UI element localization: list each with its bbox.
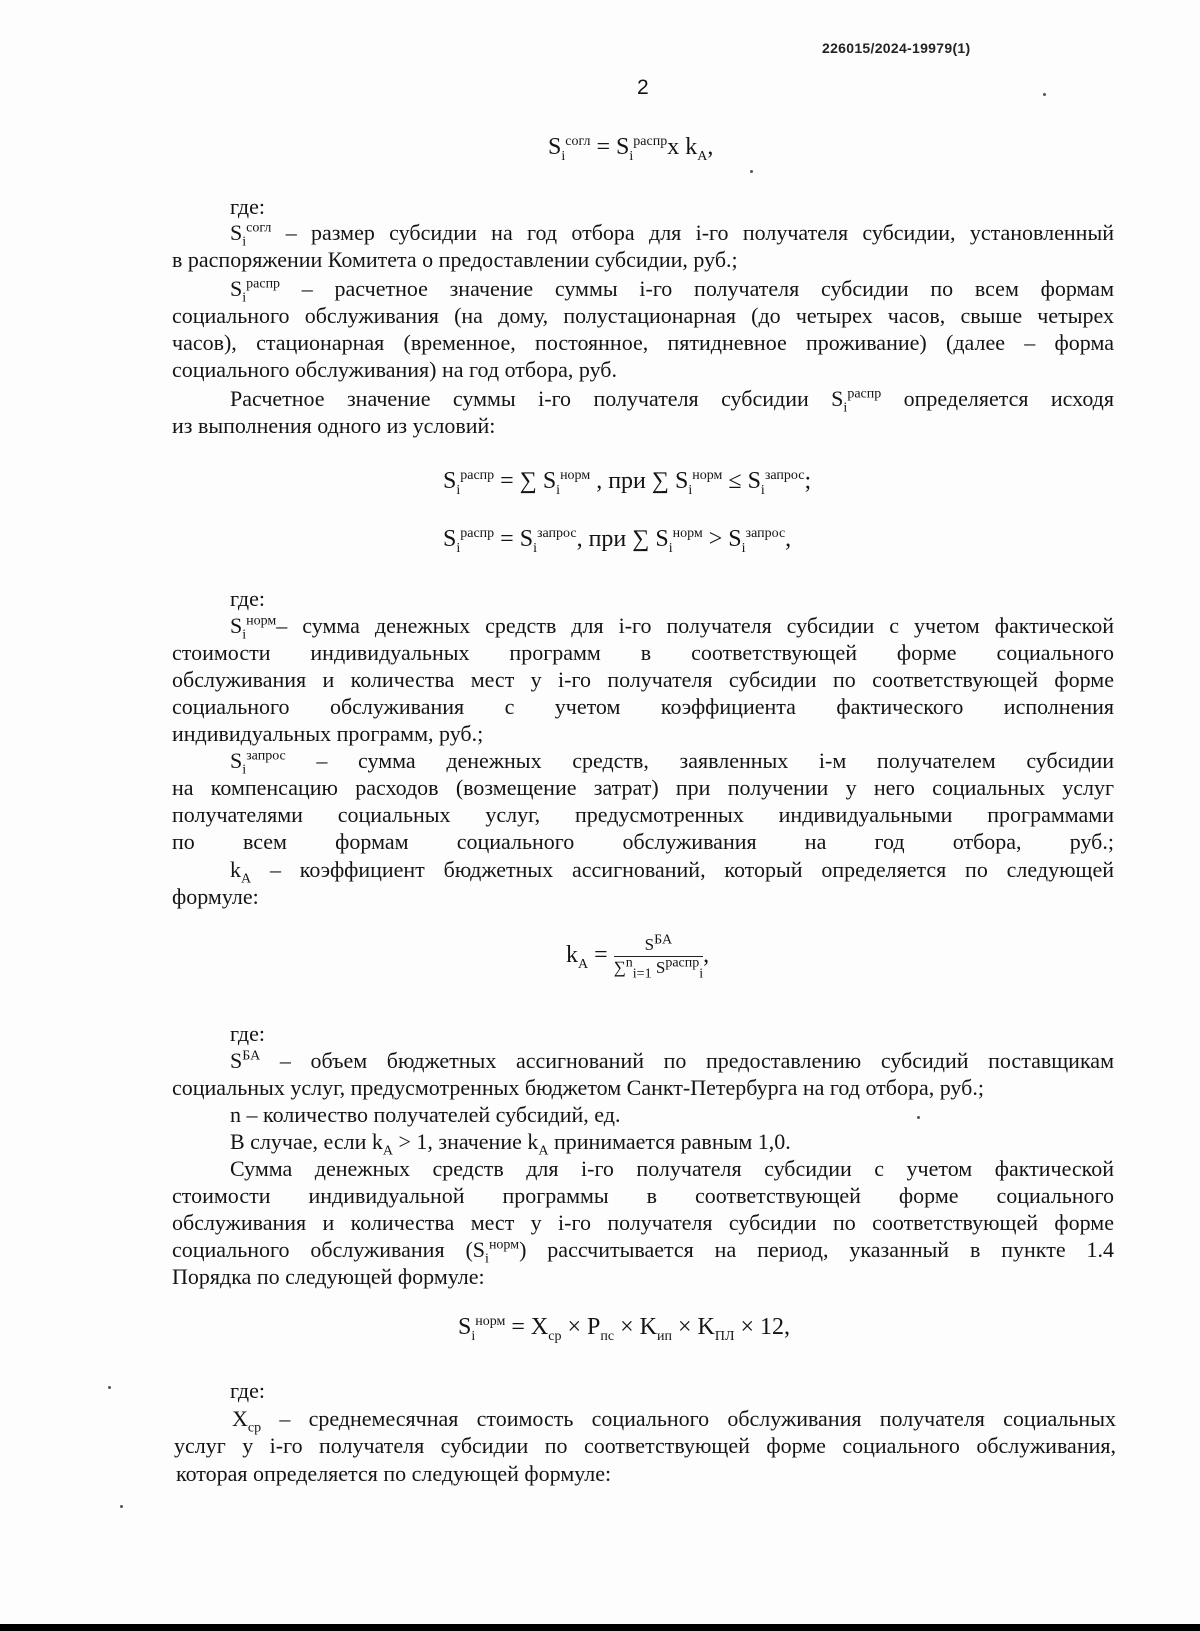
page-number: 2	[637, 76, 649, 99]
definition-s-raspr-cont-2: часов), стационарная (временное, постоянное, пятидневное проживание) (далее – форма	[172, 330, 1114, 355]
scan-speck	[750, 170, 753, 173]
sum-paragraph-cont-1: стоимости индивидуальной программы в соответствующей форме социального	[172, 1183, 1114, 1208]
document-number: 226015/2024-19979(1)	[822, 40, 971, 56]
definition-s-ba-cont: социальных услуг, предусмотренных бюджетом Санкт-Петербурга на год отбора, руб.;	[172, 1075, 984, 1100]
definition-s-sogl-cont: в распоряжении Комитета о предоставлении субсидии, руб.;	[172, 247, 738, 272]
formula-s-norm: $S_i^{норм} = X_{ср} \times P_{пс} \times K_{ип} \times K_{ПЛ} \times 12$,	[458, 1314, 790, 1344]
definition-k-a: $k_A$ – коэффициент бюджетных ассигнований, который определяется по следующей	[230, 857, 1114, 887]
definition-x-sr-cont-2: которая определяется по следующей формуле:	[176, 1461, 612, 1486]
where-label-3: где:	[230, 1021, 265, 1046]
definition-s-raspr-cont-3: социального обслуживания) на год отбора, руб.	[172, 357, 617, 382]
formula-raspr-case-2: $S_i^{распр} = S_i^{запрос}$, при ∑ $S_i^{норм} > S_i^{запрос}$,	[443, 526, 792, 556]
where-label-4: где:	[230, 1378, 265, 1403]
sum-paragraph: Сумма денежных средств для i-го получателя субсидии с учетом фактической	[230, 1156, 1114, 1181]
formula-sogl: $S_i^{согл} = S_i^{распр}x$ $k_A$,	[548, 134, 714, 164]
scan-edge-bar	[0, 1624, 1200, 1631]
fraction: $\frac{S^{БА}}{\sum^n_{i=1} S^{распр}_i}$	[613, 932, 704, 982]
scan-speck	[917, 1116, 920, 1119]
definition-s-zapros-cont-3: по всем формам социального обслуживания на год отбора, руб.;	[172, 829, 1114, 854]
definition-s-zapros-cont-2: получателями социальных услуг, предусмотренных индивидуальными программами	[172, 802, 1114, 827]
scan-speck	[120, 1505, 123, 1508]
case-statement: В случае, если $k_A > 1$, значение $k_A$ принимается равным 1,0.	[230, 1129, 791, 1159]
sum-paragraph-cont-2: обслуживания и количества мест у i-го получателя субсидии по соответствующей форме	[172, 1210, 1114, 1235]
sum-paragraph-cont-4: Порядка по следующей формуле:	[172, 1264, 485, 1289]
definition-s-zapros: $S_i^{запрос}$ – сумма денежных средств, заявленных i-м получателем субсидии	[230, 748, 1114, 778]
scan-speck	[1043, 93, 1046, 96]
calc-paragraph: Расчетное значение суммы i-го получателя субсидии $S_i^{распр}$ определяется исходя	[230, 386, 1114, 416]
definition-s-norm-cont-3: социального обслуживания с учетом коэффициента фактического исполнения	[172, 694, 1114, 719]
calc-paragraph-cont: из выполнения одного из условий:	[172, 413, 496, 438]
definition-s-zapros-cont-1: на компенсацию расходов (возмещение затрат) при получении у него социальных услуг	[172, 775, 1114, 800]
definition-s-norm-cont-2: обслуживания и количества мест у i-го получателя субсидии по соответствующей форме	[172, 667, 1114, 692]
definition-s-raspr: $S_i^{распр}$ – расчетное значение суммы i-го получателя субсидии по всем формам	[230, 276, 1114, 306]
where-label-2: где:	[230, 586, 265, 611]
definition-s-norm-cont-1: стоимости индивидуальных программ в соответствующей форме социального	[172, 640, 1114, 665]
where-label-1: где:	[230, 194, 265, 219]
sum-paragraph-cont-3: социального обслуживания $(S_i^{норм})$ рассчитывается на период, указанный в пункте 1.4	[172, 1237, 1114, 1267]
definition-s-sogl: $S_i^{согл}$ – размер субсидии на год отбора для i-го получателя субсидии, установленный	[230, 220, 1114, 250]
definition-x-sr: $X_{ср}$ – среднемесячная стоимость социального обслуживания получателя социальных	[232, 1406, 1116, 1436]
definition-n: n – количество получателей субсидий, ед.	[230, 1102, 621, 1127]
definition-x-sr-cont-1: услуг у i-го получателя субсидии по соответствующей форме социального обслуживания,	[174, 1433, 1116, 1458]
definition-s-norm-cont-4: индивидуальных программ, руб.;	[172, 721, 484, 746]
formula-k-a: $k_A$ = $\frac{S^{БА}}{\sum^n_{i=1} S^{распр}_i}$ ,	[566, 932, 710, 982]
definition-s-raspr-cont-1: социального обслуживания (на дому, полустационарная (до четырех часов, свыше четырех	[172, 303, 1114, 328]
scan-speck	[108, 1386, 111, 1389]
formula-raspr-case-1: $S_i^{распр}$ = ∑ $S_i^{норм}$ , при ∑ $S_i^{норм} \le S_i^{запрос}$;	[443, 468, 812, 498]
definition-k-a-cont: формуле:	[172, 884, 259, 909]
definition-s-norm: $S_i^{норм}-$ сумма денежных средств для i-го получателя субсидии с учетом фактической	[230, 613, 1114, 643]
definition-s-ba: $S^{БА}$ – объем бюджетных ассигнований по предоставлению субсидий поставщикам	[230, 1048, 1114, 1073]
